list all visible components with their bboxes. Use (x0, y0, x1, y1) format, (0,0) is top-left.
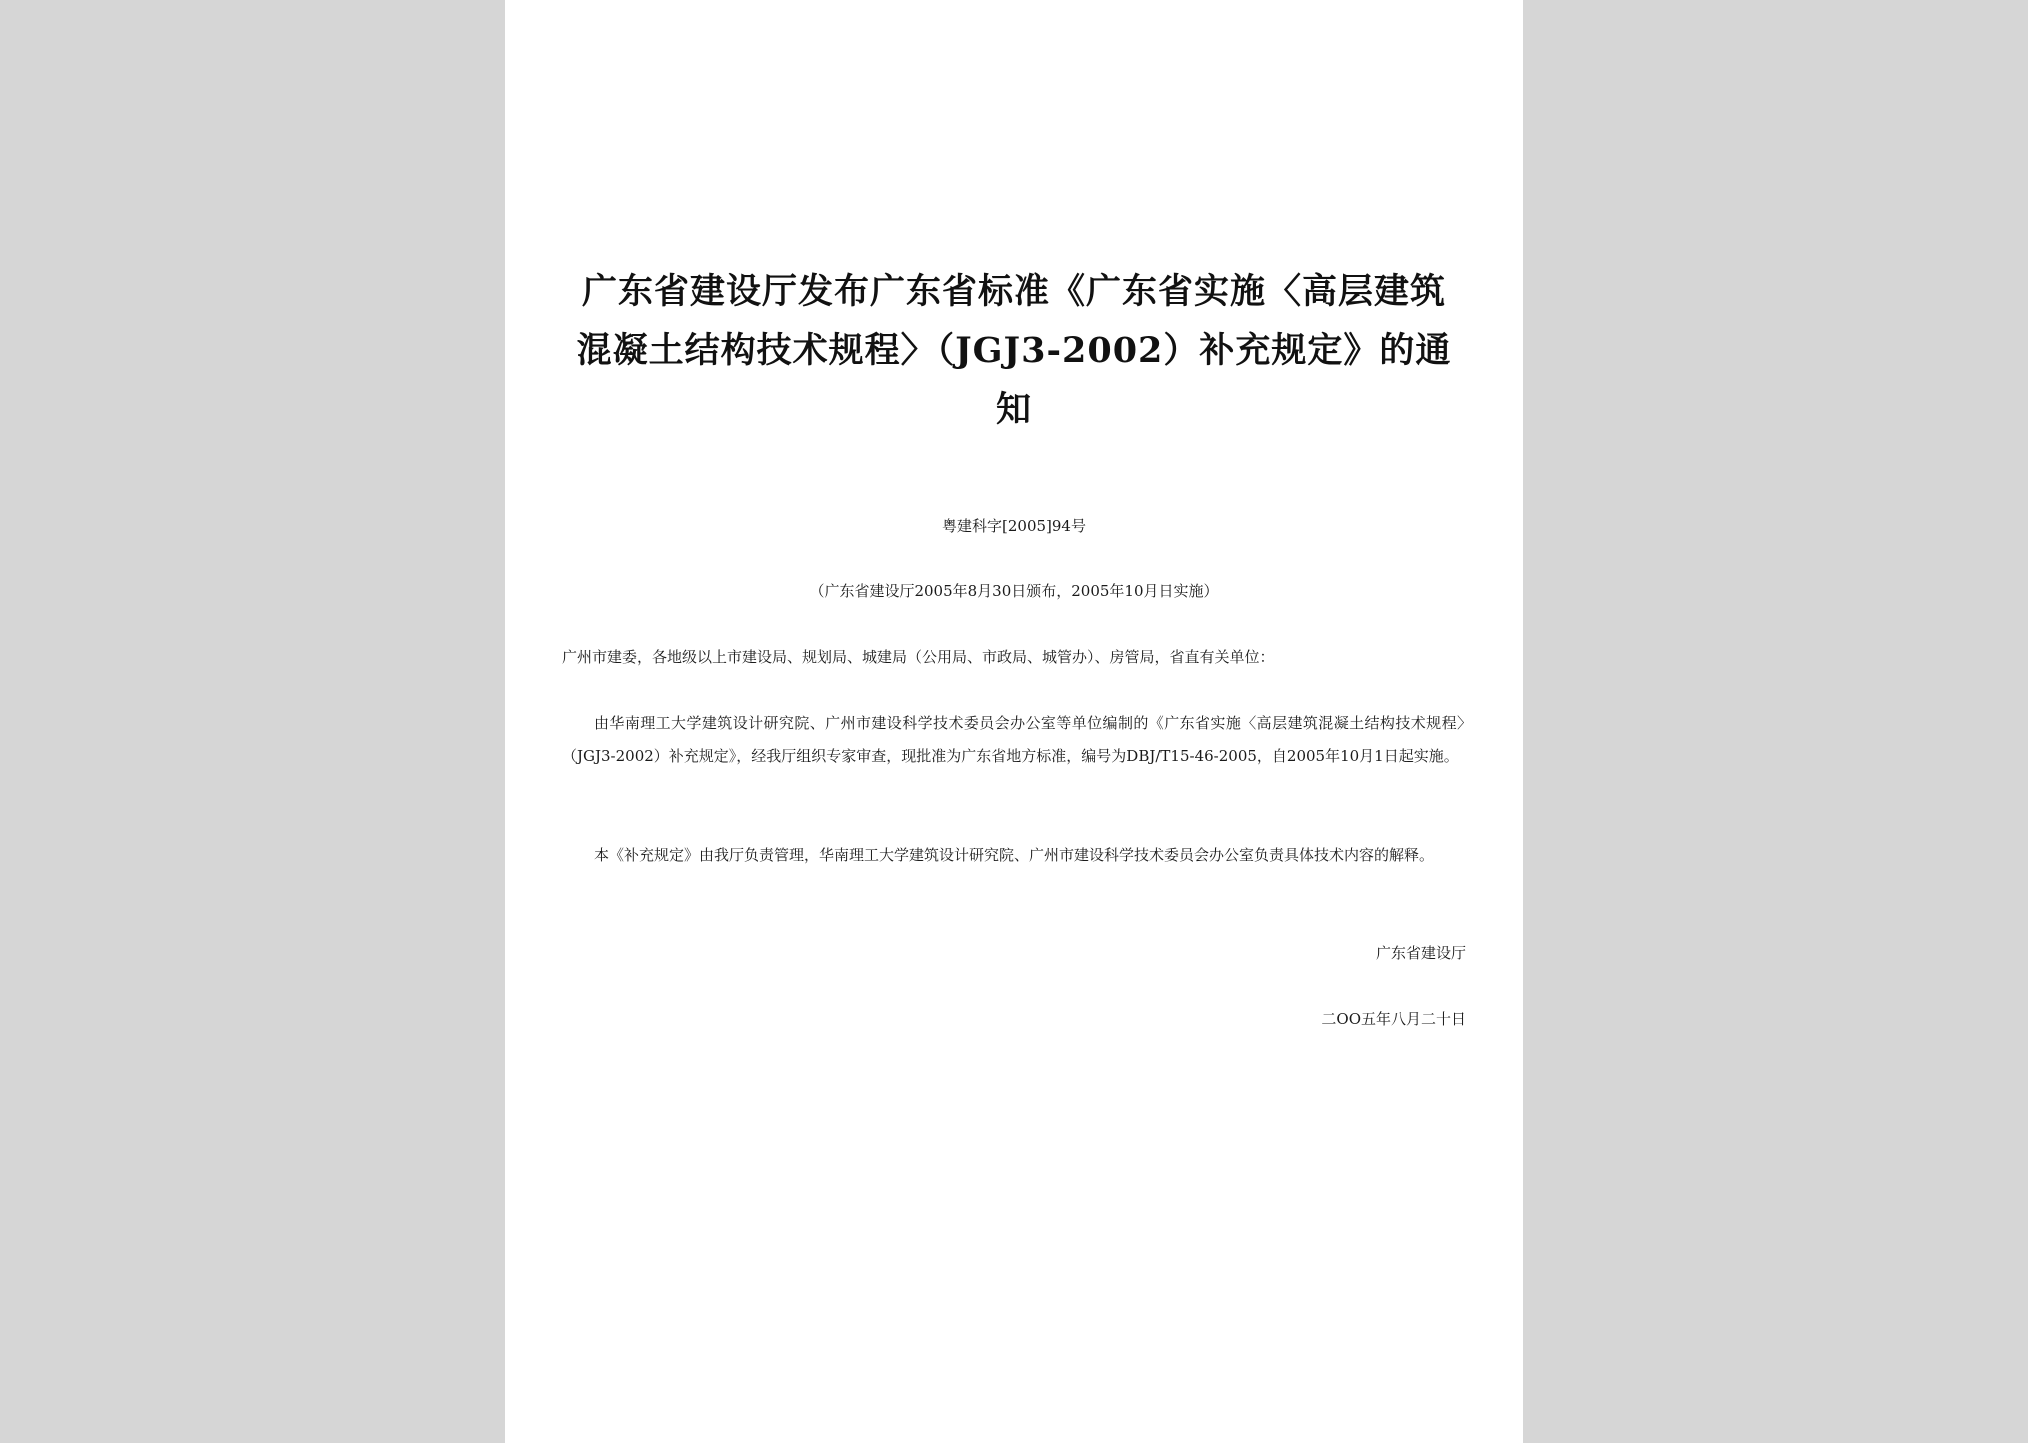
body-paragraph: 由华南理工大学建筑设计研究院、广州市建设科学技术委员会办公室等单位编制的《广东省实施〈高层建筑混凝土结构技术规程〉（JGJ3-2002）补充规定》，经我厅组织专家审查，现批准为广东省地方标准，编号为DBJ/T15-46-2005，自2005年10月1日起实施。 (562, 714, 1472, 765)
body-paragraph: 本《补充规定》由我厅负责管理，华南理工大学建筑设计研究院、广州市建设科学技术委员会办公室负责具体技术内容的解释。 (594, 846, 1435, 864)
signature-organization: 广东省建设厅 (1375, 944, 1466, 962)
document-title (555, 262, 1473, 439)
addressee-line: 广州市建委，各地级以上市建设局、规划局、城建局（公用局、市政局、城管办）、房管局，省直有关单位： (562, 648, 1275, 666)
title-line: 知 (995, 389, 1032, 430)
document-page (505, 0, 1523, 1443)
issued-note: （广东省建设厅2005年8月30日颁布，2005年10月日实施） (809, 582, 1219, 600)
document-number: 粤建科字[2005]94号 (942, 517, 1086, 535)
title-line: 广东省建设厅发布广东省标准《广东省实施〈高层建筑 (581, 271, 1446, 312)
signature-date: 二OO五年八月二十日 (1321, 1010, 1466, 1028)
title-line: 混凝土结构技术规程〉（JGJ3-2002）补充规定》的通 (576, 330, 1452, 371)
